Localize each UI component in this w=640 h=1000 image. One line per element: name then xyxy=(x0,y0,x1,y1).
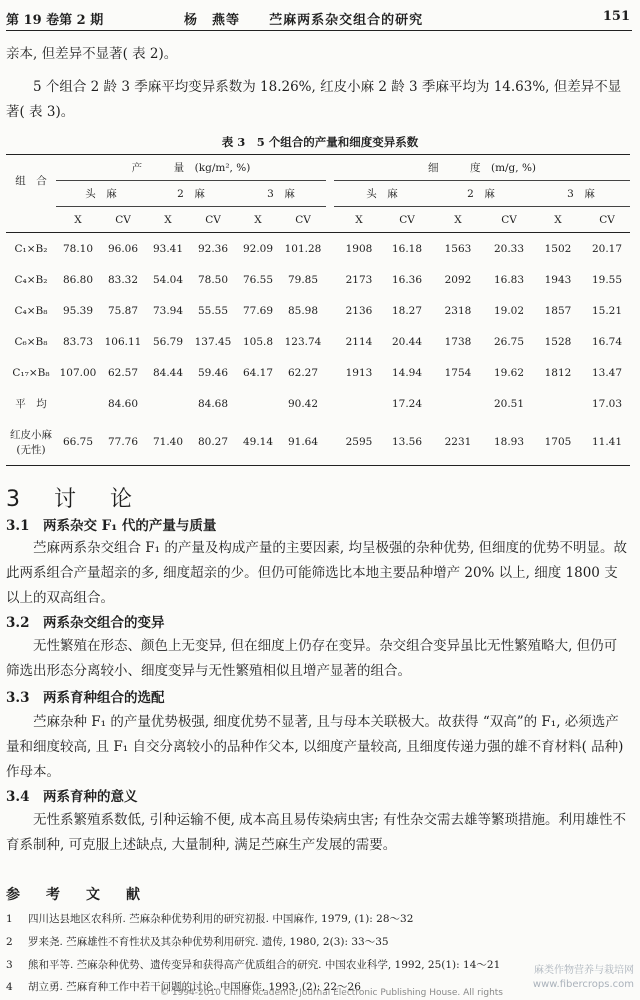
table-cell: 77.76 xyxy=(100,419,146,466)
season-header: 3 麻 xyxy=(532,181,630,207)
table-cell: 123.74 xyxy=(284,335,322,348)
season-header: 头 麻 xyxy=(56,181,146,207)
table-cell: 2595 xyxy=(334,419,384,466)
season-header: 3 麻 xyxy=(236,181,326,207)
table-cell: 2136 xyxy=(345,304,373,317)
subsection-title: 3.4 两系育种的意义 xyxy=(6,789,138,805)
table-cell: 16.83 xyxy=(493,273,525,286)
row-label: C₄×B₈ xyxy=(14,304,48,317)
table-cell: 76.55 xyxy=(242,273,274,286)
row-label: C₁₇×B₈ xyxy=(12,366,50,379)
table-cell: 15.21 xyxy=(591,304,623,317)
table-cell: 2173 xyxy=(345,273,373,286)
table-cell: 1502 xyxy=(544,242,572,255)
season-header: 头 麻 xyxy=(334,181,430,207)
reference-item: 1 四川达县地区农科所. 苎麻杂种优势利用的研究初报. 中国麻作, 1979, (1): 28～32 xyxy=(6,913,414,925)
table-cell: 19.02 xyxy=(493,304,525,317)
running-header xyxy=(6,4,632,31)
table-cell: 105.8 xyxy=(242,335,274,348)
site-watermark: 麻类作物营养与栽培网 www.fibercrops.com xyxy=(532,965,634,990)
table-cell: 17.24 xyxy=(391,397,423,410)
table-cell: 62.27 xyxy=(287,366,319,379)
table-cell: 20.44 xyxy=(391,335,423,348)
table-cell: 54.04 xyxy=(152,273,184,286)
intro-line: 亲本, 但差异不显著( 表 2)。 xyxy=(6,46,178,62)
intro-paragraph: 5 个组合 2 龄 3 季麻平均变异系数为 18.26%, 红皮小麻 2 龄 3 季麻平均为 14.63%, 但差异不显著( 表 3)。 xyxy=(6,79,622,120)
season-header: 2 麻 xyxy=(430,181,532,207)
table-cell: 73.94 xyxy=(152,304,184,317)
subsection-title: 3.2 两系杂交组合的变异 xyxy=(6,615,165,631)
stat-header: X xyxy=(56,207,100,233)
copyright-line: © 1994-2010 China Academic Journal Electronic Publishing House. All rights xyxy=(160,988,503,998)
row-label: C₄×B₂ xyxy=(14,273,48,286)
table-cell: 11.41 xyxy=(584,419,630,466)
table-cell: 78.10 xyxy=(62,242,94,255)
subsection-title: 3.3 两系育种组合的选配 xyxy=(6,690,165,706)
table-cell: 17.03 xyxy=(591,397,623,410)
stat-header: X xyxy=(430,207,486,233)
table-cell: 106.11 xyxy=(104,335,142,348)
table-cell: 56.79 xyxy=(152,335,184,348)
table-cell xyxy=(334,388,384,419)
stat-header: X xyxy=(146,207,190,233)
table-cell: 83.73 xyxy=(62,335,94,348)
table-cell: 14.94 xyxy=(391,366,423,379)
table-cell: 49.14 xyxy=(236,419,280,466)
subsection-body: 苎麻两系杂交组合 F₁ 的产量及构成产量的主要因素, 均呈极强的杂种优势, 但细度的优势不明显。故此两系组合产量超亲的多, 细度超亲的少。但仍可能筛选比本地主要品种增产 20% 以上, 细度 1800 支以上的双高组合。 xyxy=(6,540,628,606)
table-cell: 2231 xyxy=(430,419,486,466)
table-cell: 18.27 xyxy=(391,304,423,317)
table-cell: 16.74 xyxy=(591,335,623,348)
table-cell: 86.80 xyxy=(62,273,94,286)
table-cell: 20.33 xyxy=(493,242,525,255)
table-cell: 20.17 xyxy=(591,242,623,255)
table-cell: 1705 xyxy=(532,419,584,466)
table-cell: 19.62 xyxy=(493,366,525,379)
table-cell: 92.36 xyxy=(197,242,229,255)
section-heading: 3 讨 论 xyxy=(6,487,138,512)
table-cell: 26.75 xyxy=(493,335,525,348)
table-cell: 84.60 xyxy=(107,397,139,410)
season-header: 2 麻 xyxy=(146,181,236,207)
table-cell: 13.47 xyxy=(591,366,623,379)
table-cell: 1857 xyxy=(544,304,572,317)
stat-header: CV xyxy=(584,207,630,233)
table-cell xyxy=(146,388,190,419)
table-caption: 表 3 5 个组合的产量和细度变异系数 xyxy=(221,135,419,149)
table-cell: 59.46 xyxy=(197,366,229,379)
table-cell: 80.27 xyxy=(190,419,236,466)
table-cell xyxy=(430,388,486,419)
header-author: 杨 燕等 xyxy=(184,13,241,28)
table-cell: 85.98 xyxy=(287,304,319,317)
table-cell: 137.45 xyxy=(194,335,232,348)
journal-volume: 第 19 卷第 2 期 xyxy=(6,13,104,28)
table-cell xyxy=(236,388,280,419)
table-cell: 93.41 xyxy=(152,242,184,255)
table-cell: 55.55 xyxy=(197,304,229,317)
table-cell xyxy=(532,388,584,419)
table-cell: 1913 xyxy=(345,366,373,379)
row-label: 红皮小麻 (无性) xyxy=(6,419,56,466)
table-cell: 78.50 xyxy=(197,273,229,286)
table-cell: 64.17 xyxy=(242,366,274,379)
table-cell: 107.00 xyxy=(59,366,97,379)
table-cell: 19.55 xyxy=(591,273,623,286)
table-cell: 20.51 xyxy=(493,397,525,410)
table-cell: 62.57 xyxy=(107,366,139,379)
page-number: 151 xyxy=(602,9,630,24)
reference-item: 3 熊和平等. 苎麻杂种优势、遗传变异和获得高产优质组合的研究. 中国农业科学, 1992, 25(1): 14～21 xyxy=(6,959,501,971)
table-cell: 84.68 xyxy=(197,397,229,410)
table-cell: 18.93 xyxy=(486,419,532,466)
table-cell: 101.28 xyxy=(284,242,322,255)
stat-header: CV xyxy=(486,207,532,233)
header-title: 苎麻两系杂交组合的研究 xyxy=(269,13,424,28)
table-cell: 1738 xyxy=(444,335,472,348)
subsection-body: 苎麻杂种 F₁ 的产量优势极强, 细度优势不显著, 且与母本关联极大。故获得 “双高”的 F₁, 必须选产量和细度较高, 且 F₁ 自交分离较小的品种作父本, 以细度产量较高, 且细度传递力强的雄不育材料( 品种) 作母本。 xyxy=(6,714,624,780)
subsection-body: 无性繁殖在形态、颜色上无变异, 但在细度上仍存在变异。杂交组合变异虽比无性繁殖略大, 但仍可筛选出形态分离较小、细度变异与无性繁殖相似且增产显著的组合。 xyxy=(6,638,618,679)
table-cell: 96.06 xyxy=(107,242,139,255)
yield-header: 产 量 (kg/m², %) xyxy=(56,155,326,181)
table-cell: 13.56 xyxy=(384,419,430,466)
stat-header: CV xyxy=(190,207,236,233)
table-cell: 91.64 xyxy=(280,419,326,466)
table-cell: 90.42 xyxy=(287,397,319,410)
table-cell: 16.18 xyxy=(391,242,423,255)
table-cell: 75.87 xyxy=(107,304,139,317)
stat-header: X xyxy=(236,207,280,233)
table-cell: 92.09 xyxy=(242,242,274,255)
table-cell: 2114 xyxy=(345,335,373,348)
group-column-header: 组 合 xyxy=(6,155,56,207)
stat-header: X xyxy=(334,207,384,233)
table-cell: 83.32 xyxy=(107,273,139,286)
row-label: 平 均 xyxy=(15,398,47,410)
table-cell: 1812 xyxy=(544,366,572,379)
table-cell: 95.39 xyxy=(62,304,94,317)
subsection-body: 无性系繁殖系数低, 引种运输不便, 成本高且易传染病虫害; 有性杂交需去雄等繁琐措施。利用雄性不育系制种, 可克服上述缺点, 大量制种, 满足苎麻生产发展的需要。 xyxy=(6,812,627,853)
table-cell: 84.44 xyxy=(152,366,184,379)
stat-header: CV xyxy=(384,207,430,233)
table-cell: 71.40 xyxy=(146,419,190,466)
references-heading: 参 考 文 献 xyxy=(6,887,146,903)
data-table xyxy=(6,154,630,466)
table-cell: 2318 xyxy=(444,304,472,317)
subsection-title: 3.1 两系杂交 F₁ 代的产量与质量 xyxy=(6,518,217,534)
reference-item: 2 罗来尧. 苎麻雄性不育性状及其杂种优势利用研究. 遗传, 1980, 2(3): 33～35 xyxy=(6,936,389,948)
table-cell: 1754 xyxy=(444,366,472,379)
stat-header: CV xyxy=(280,207,326,233)
row-label: C₆×B₈ xyxy=(14,335,48,348)
table-cell: 2092 xyxy=(444,273,472,286)
table-cell: 1563 xyxy=(444,242,472,255)
stat-header: X xyxy=(532,207,584,233)
table-cell: 16.36 xyxy=(391,273,423,286)
table-cell: 1528 xyxy=(544,335,572,348)
table-cell: 1943 xyxy=(544,273,572,286)
table-cell xyxy=(56,388,100,419)
table-cell: 1908 xyxy=(345,242,373,255)
fineness-header: 细 度 (m/g, %) xyxy=(334,155,630,181)
stat-header: CV xyxy=(100,207,146,233)
header-author-title xyxy=(184,9,423,28)
table-cell: 79.85 xyxy=(287,273,319,286)
row-label: C₁×B₂ xyxy=(14,242,48,255)
reference-item: 4 胡立勇. 苎麻育种工作中若干问题的讨论. 中国麻作, 1993, (2): 22～26 xyxy=(6,981,361,993)
table-cell: 66.75 xyxy=(56,419,100,466)
table-cell: 77.69 xyxy=(242,304,274,317)
